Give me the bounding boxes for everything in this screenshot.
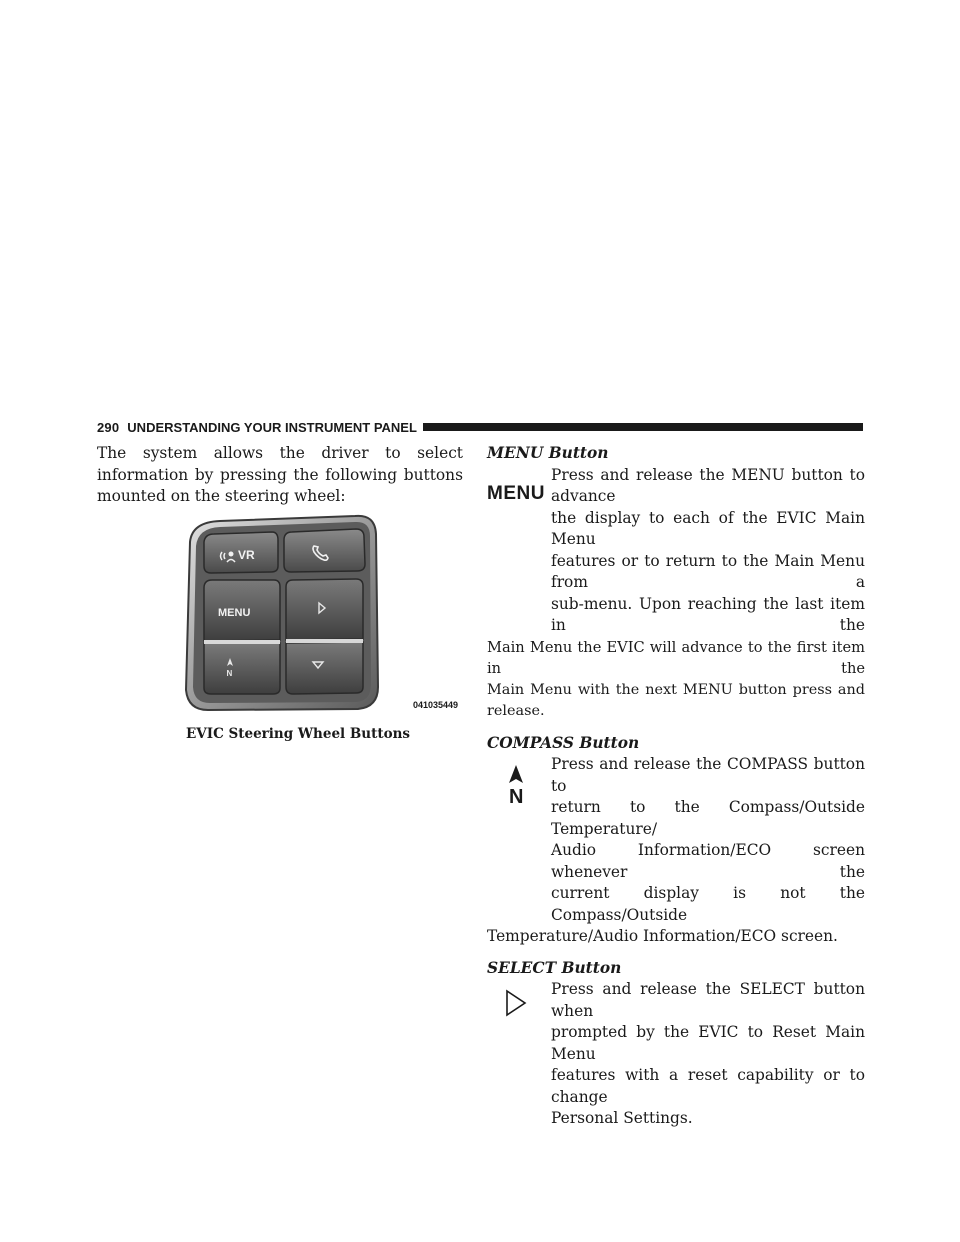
menu-button[interactable] — [204, 580, 280, 641]
compass-line-5: Temperature/Audio Information/ECO screen. — [487, 927, 838, 945]
menu-line-5: Main Menu the EVIC will advance to the first item in the — [487, 638, 865, 677]
menu-icon — [487, 483, 545, 505]
menu-line-3: features or to return to the Main Menu from a — [551, 551, 865, 591]
menu-line-1: Press and release the MENU button to advance — [551, 465, 865, 505]
compass-n-label: N — [226, 669, 233, 678]
select-button[interactable] — [286, 579, 363, 640]
phone-button[interactable] — [284, 529, 365, 572]
compass-line-4: current display is not the Compass/Outside — [551, 884, 865, 924]
vr-button[interactable] — [204, 532, 278, 573]
compass-button[interactable] — [204, 643, 280, 694]
menu-line-6: Main Menu with the next MENU button press and release. — [487, 681, 865, 719]
compass-icon-letter: N — [509, 785, 524, 805]
page-header — [97, 420, 863, 434]
select-button-section — [487, 958, 865, 1130]
compass-arrow-icon — [501, 763, 531, 805]
compass-line-3: Audio Information/ECO screen whenever the — [551, 841, 865, 881]
compass-line-1: Press and release the COMPASS button to — [551, 755, 865, 795]
vr-label: VR — [238, 548, 255, 562]
select-line-3: features with a reset capability or to change — [551, 1066, 865, 1106]
figure-caption: EVIC Steering Wheel Buttons — [186, 726, 410, 742]
menu-button-heading: MENU Button — [487, 444, 609, 462]
select-line-1: Press and release the SELECT button when — [551, 980, 865, 1020]
select-icon — [487, 988, 545, 1018]
menu-label: MENU — [218, 607, 251, 619]
section-title: UNDERSTANDING YOUR INSTRUMENT PANEL — [127, 419, 417, 435]
menu-button-section — [487, 443, 865, 723]
menu-line-2: the display to each of the EVIC Main Menu — [551, 508, 865, 548]
select-triangle-icon — [503, 988, 529, 1018]
select-line-2: prompted by the EVIC to Reset Main Menu — [551, 1023, 865, 1063]
select-divider — [286, 639, 363, 643]
header-rule — [423, 423, 863, 431]
menu-line-4: sub-menu. Upon reaching the last item in the — [551, 594, 865, 634]
compass-button-heading: COMPASS Button — [487, 733, 640, 752]
compass-n-icon — [487, 763, 545, 805]
page-number: 290 — [97, 419, 120, 435]
select-button-heading: SELECT Button — [487, 958, 622, 977]
right-column — [487, 443, 865, 1130]
select-line-4: Personal Settings. — [551, 1109, 693, 1127]
menu-icon-text: MENU — [487, 483, 545, 504]
compass-button-section — [487, 733, 865, 948]
down-button[interactable] — [286, 642, 363, 694]
menu-divider — [204, 640, 280, 644]
intro-paragraph: The system allows the driver to select information by pressing the following buttons mounted on the steering wheel: — [97, 444, 463, 505]
figure-code: 041035449 — [413, 700, 459, 710]
left-column — [97, 443, 463, 508]
compass-line-2: return to the Compass/Outside Temperature/ — [551, 798, 865, 838]
